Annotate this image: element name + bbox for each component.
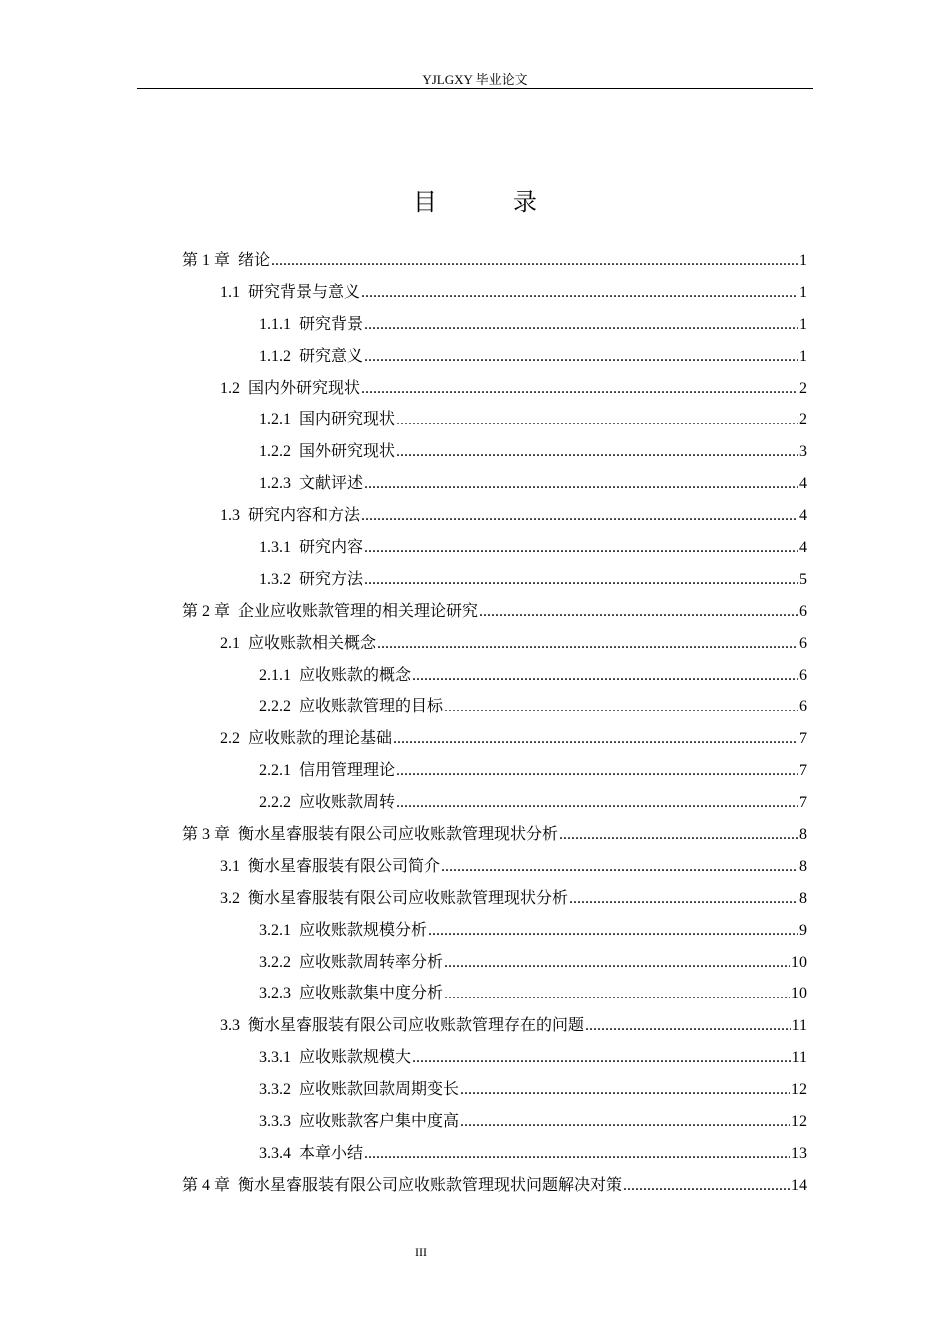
- dot-leader: [361, 377, 798, 393]
- toc-entry-page: 8: [799, 826, 807, 844]
- toc-entry-number: 3.3.2: [259, 1081, 291, 1099]
- toc-entry[interactable]: [182, 977, 807, 1009]
- toc-entry[interactable]: [182, 435, 807, 467]
- toc-entry-title: 衡水星睿服装有限公司应收账款管理现状分析: [248, 887, 569, 907]
- toc-entry[interactable]: [182, 1105, 807, 1137]
- toc-entry-page: 7: [799, 794, 807, 812]
- toc-entry-number: 1.2.3: [259, 475, 291, 493]
- toc-entry-page: 4: [799, 475, 807, 493]
- toc-entry[interactable]: [182, 1137, 807, 1169]
- dot-leader: [559, 823, 798, 839]
- toc-entry-number: 第 1 章: [182, 252, 231, 269]
- toc-entry-number: 1.1.2: [259, 347, 291, 365]
- toc-entry-number: 1.3.1: [259, 539, 291, 557]
- toc-entry-number: 1.3.2: [259, 570, 291, 588]
- toc-entry-number: 1.1.1: [259, 315, 291, 333]
- toc-entry-title: 衡水星睿服装有限公司简介: [248, 855, 441, 875]
- dot-leader: [585, 1014, 791, 1030]
- toc-entry[interactable]: [182, 276, 807, 308]
- dot-leader: [444, 695, 798, 711]
- toc-entry-title: 国内外研究现状: [248, 377, 361, 397]
- toc-entry[interactable]: [182, 595, 807, 627]
- running-header: YJLGXY 毕业论文: [422, 72, 528, 87]
- toc-entry-title: 应收账款管理的目标: [299, 696, 444, 716]
- toc-entry-title: 信用管理理论: [299, 760, 396, 780]
- dot-leader: [444, 951, 790, 967]
- toc-entry-page: 1: [799, 252, 807, 269]
- dot-leader: [569, 887, 798, 903]
- toc-entry-number: 3.3: [220, 1017, 240, 1035]
- toc-entry[interactable]: [182, 722, 807, 754]
- toc-entry-page: 4: [799, 507, 807, 525]
- dot-leader: [377, 632, 798, 648]
- toc-entry-page: 14: [791, 1176, 807, 1194]
- toc-entry-page: 6: [799, 634, 807, 652]
- toc-entry[interactable]: [182, 499, 807, 531]
- toc-entry-title: 研究内容和方法: [248, 505, 361, 525]
- toc-entry-page: 2: [799, 379, 807, 397]
- toc-entry-title: 国内研究现状: [299, 409, 396, 429]
- toc-entry-number: 2.2.2: [259, 698, 291, 716]
- toc-entry-title: 研究背景: [299, 313, 364, 333]
- toc-entry-page: 6: [799, 602, 807, 620]
- toc-entry[interactable]: [182, 627, 807, 659]
- dot-leader: [460, 1110, 790, 1126]
- toc-entry-page: 2: [799, 411, 807, 429]
- dot-leader: [441, 855, 798, 871]
- toc-entry[interactable]: [182, 340, 807, 372]
- toc-entry-page: 11: [791, 1017, 807, 1035]
- toc-entry-title: 应收账款的概念: [299, 664, 412, 684]
- dot-leader: [460, 1078, 790, 1094]
- toc-entry-number: 3.2: [220, 889, 240, 907]
- dot-leader: [396, 791, 798, 807]
- toc-entry-page: 6: [799, 698, 807, 716]
- toc-entry[interactable]: [182, 882, 807, 914]
- dot-leader: [364, 1142, 790, 1158]
- toc-entry-title: 文献评述: [299, 473, 364, 493]
- toc-entry-number: 2.1: [220, 634, 240, 652]
- toc-entry-title: 应收账款周转: [299, 792, 396, 812]
- toc-entry-number: 2.1.1: [259, 666, 291, 684]
- toc-entry[interactable]: [182, 563, 807, 595]
- toc-entry-title: 国外研究现状: [299, 441, 396, 461]
- toc-entry-number: 2.2.2: [259, 794, 291, 812]
- toc-entry[interactable]: [182, 1041, 807, 1073]
- toc-entry-page: 13: [791, 1144, 807, 1162]
- toc-entry-page: 6: [799, 666, 807, 684]
- toc-entry-page: 7: [799, 762, 807, 780]
- toc-entry-title: 应收账款相关概念: [248, 632, 377, 652]
- toc-entry[interactable]: [182, 1073, 807, 1105]
- header-rule: [137, 88, 813, 89]
- dot-leader: [479, 600, 798, 616]
- toc-entry[interactable]: [182, 372, 807, 404]
- toc-entry-page: 12: [791, 1113, 807, 1131]
- table-of-contents: [182, 244, 807, 1201]
- dot-leader: [364, 313, 798, 329]
- toc-entry-page: 10: [791, 953, 807, 971]
- toc-entry-page: 11: [791, 1049, 807, 1067]
- toc-entry-number: 1.2: [220, 379, 240, 397]
- toc-entry-page: 1: [799, 283, 807, 301]
- toc-entry-title: 绪论: [238, 250, 271, 269]
- toc-entry-number: 3.1: [220, 857, 240, 875]
- toc-entry-number: 3.2.3: [259, 985, 291, 1003]
- toc-entry-title: 研究方法: [299, 568, 364, 588]
- toc-entry-number: 2.2: [220, 730, 240, 748]
- dot-leader: [364, 536, 798, 552]
- toc-entry-page: 12: [791, 1081, 807, 1099]
- dot-leader: [444, 982, 790, 998]
- toc-entry-number: 3.2.2: [259, 953, 291, 971]
- dot-leader: [428, 919, 798, 935]
- toc-entry[interactable]: [182, 818, 807, 850]
- toc-entry-title: 应收账款回款周期变长: [299, 1079, 460, 1099]
- dot-leader: [393, 727, 798, 743]
- toc-entry-page: 1: [799, 347, 807, 365]
- toc-entry-title: 研究意义: [299, 345, 364, 365]
- toc-entry-number: 第 4 章: [182, 1176, 231, 1194]
- footer-page-number: III: [415, 1245, 427, 1259]
- toc-entry-title: 应收账款集中度分析: [299, 983, 444, 1003]
- dot-leader: [396, 759, 798, 775]
- toc-entry-title: 应收账款客户集中度高: [299, 1111, 460, 1131]
- toc-entry-title: 衡水星睿服装有限公司应收账款管理现状问题解决对策: [238, 1174, 623, 1194]
- toc-entry-number: 1.2.2: [259, 443, 291, 461]
- toc-entry-number: 第 3 章: [182, 826, 231, 844]
- toc-entry[interactable]: [182, 531, 807, 563]
- toc-entry-number: 1.2.1: [259, 411, 291, 429]
- toc-entry-title: 衡水星睿服装有限公司应收账款管理现状分析: [238, 824, 559, 844]
- dot-leader: [396, 408, 798, 424]
- toc-entry-title: 研究内容: [299, 537, 364, 557]
- toc-entry[interactable]: [182, 786, 807, 818]
- toc-entry-title: 衡水星睿服装有限公司应收账款管理存在的问题: [248, 1015, 585, 1035]
- toc-entry-page: 8: [799, 857, 807, 875]
- toc-entry-page: 1: [799, 315, 807, 333]
- toc-entry-page: 7: [799, 730, 807, 748]
- toc-entry-page: 3: [799, 443, 807, 461]
- dot-leader: [361, 281, 798, 297]
- dot-leader: [361, 504, 798, 520]
- toc-entry-number: 1.1: [220, 283, 240, 301]
- dot-leader: [396, 440, 798, 456]
- toc-title: 目 录: [413, 188, 563, 216]
- toc-entry[interactable]: [182, 659, 807, 691]
- toc-entry-page: 10: [791, 985, 807, 1003]
- toc-entry-title: 应收账款周转率分析: [299, 951, 444, 971]
- dot-leader: [412, 1046, 791, 1062]
- toc-entry-title: 应收账款规模大: [299, 1047, 412, 1067]
- toc-entry-number: 1.3: [220, 507, 240, 525]
- toc-entry-title: 应收账款规模分析: [299, 919, 428, 939]
- dot-leader: [364, 472, 798, 488]
- toc-entry-title: 企业应收账款管理的相关理论研究: [238, 600, 479, 620]
- toc-entry[interactable]: [182, 403, 807, 435]
- toc-entry-title: 应收账款的理论基础: [248, 728, 393, 748]
- toc-entry[interactable]: [182, 914, 807, 946]
- toc-entry[interactable]: [182, 850, 807, 882]
- toc-entry-title: 本章小结: [299, 1142, 364, 1162]
- toc-entry[interactable]: [182, 244, 807, 276]
- toc-entry-page: 5: [799, 570, 807, 588]
- toc-entry-number: 2.2.1: [259, 762, 291, 780]
- toc-entry-number: 3.2.1: [259, 921, 291, 939]
- toc-entry[interactable]: [182, 946, 807, 978]
- toc-entry[interactable]: [182, 1009, 807, 1041]
- toc-entry-number: 3.3.3: [259, 1113, 291, 1131]
- toc-entry[interactable]: [182, 308, 807, 340]
- toc-entry-page: 9: [799, 921, 807, 939]
- dot-leader: [364, 568, 798, 584]
- toc-entry[interactable]: [182, 754, 807, 786]
- dot-leader: [271, 249, 798, 265]
- toc-entry-page: 4: [799, 539, 807, 557]
- toc-entry-number: 3.3.1: [259, 1049, 291, 1067]
- dot-leader: [623, 1174, 790, 1190]
- toc-entry[interactable]: [182, 467, 807, 499]
- toc-entry-number: 3.3.4: [259, 1144, 291, 1162]
- dot-leader: [412, 664, 798, 680]
- toc-entry-title: 研究背景与意义: [248, 281, 361, 301]
- toc-entry-number: 第 2 章: [182, 602, 231, 620]
- toc-entry-page: 8: [799, 889, 807, 907]
- dot-leader: [364, 345, 798, 361]
- toc-entry[interactable]: [182, 1169, 807, 1201]
- toc-entry[interactable]: [182, 690, 807, 722]
